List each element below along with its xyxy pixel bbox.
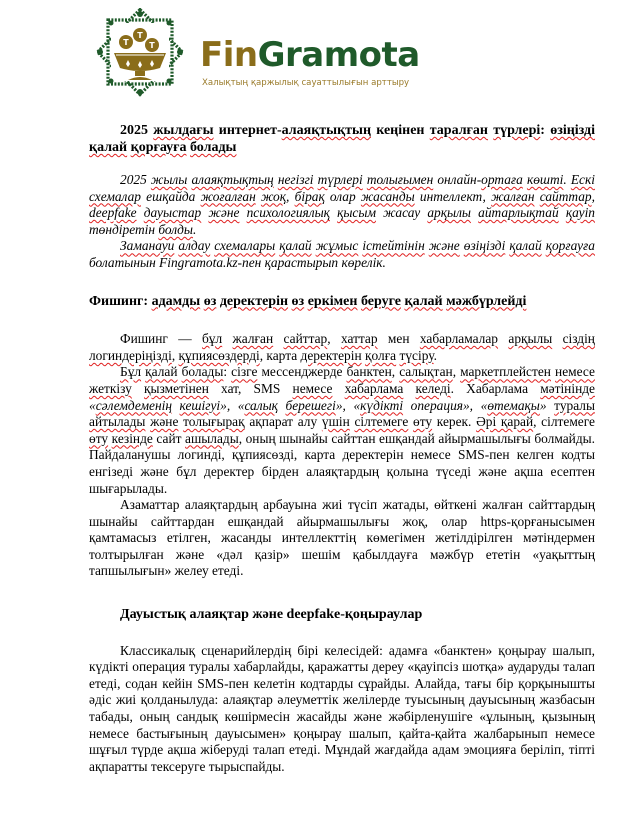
brand-tagline: Халықтың қаржылық сауаттылығын арттыру <box>202 78 410 88</box>
spellcheck-flagged-word: алдау <box>178 238 211 254</box>
spellcheck-flagged-word: банктен <box>346 364 392 380</box>
spellcheck-flagged-word: түсіру <box>399 347 434 363</box>
spellcheck-flagged-word: деректерін <box>219 293 289 309</box>
spellcheck-flagged-word: немесе <box>292 380 333 396</box>
text-run <box>222 331 232 346</box>
spellcheck-flagged-word: сізге <box>231 364 258 380</box>
text-run: Классикалық сценарийлердің бірі келесідей: адамға «банктен» қоңырау шалып, күдікті операция туралы хабарлайды, қаражатты дереу «қауіпсіз шотқа» аударуды талап етеді, содан кейін SMS-пен келетін кодтарды сұрайды. Алайда, тағы бір қорқынышты әдіс жиі қолданылуда: алаяқтар әлеуметтік желілерде туысының дауысының жазбасын табады, оның сандық көшірмесін жасайды және жәбірленушіге «ұлының, қызының немесе бастығының дауысымен» қоңырау шалып, қайта-қайта жалбарынып немесе шұғыл түрде ақша жіберуді талап етеді. Мұндай жағдайда адам эмоцияға беріліп, тіпті ақпаратты тексеруге тырыспайды. <box>89 642 595 774</box>
spellcheck-flagged-word: қорғауға <box>130 140 187 155</box>
brand-name <box>200 35 420 75</box>
spellcheck-flagged-word: өту <box>89 430 109 446</box>
intro-paragraph <box>89 238 595 271</box>
text-run <box>132 381 144 396</box>
spellcheck-flagged-word: болды <box>158 221 193 237</box>
text-run: . <box>192 221 197 237</box>
spellcheck-flagged-word: бұл <box>201 331 223 347</box>
document-title <box>89 122 595 156</box>
text-run: , <box>391 364 400 380</box>
spellcheck-flagged-word: дауыстар <box>143 205 202 221</box>
text-run: Азаматтар алаяқтардың арбауына жиі түсіп жатады, өйткені жалған сайттардың шынайы сайттардан ешқандай айырмашылығы жоқ, олар https-қорғанысымен қамтамасыз етілген, жасанды интеллекттің көмегімен жетілдірілген мәтіндермен толтырылған және «дәл қазір» шешім қабылдауға мәжбүр ететін «уақыттың тапшылығын» желеу етеді. <box>89 497 595 579</box>
spellcheck-flagged-word: сайттар <box>539 188 592 204</box>
spellcheck-flagged-word: айтарлықтай <box>478 205 559 221</box>
text-run: керек. <box>432 414 477 430</box>
spellcheck-flagged-word: қауіп <box>565 205 595 221</box>
spellcheck-flagged-word: адамды <box>151 293 201 309</box>
spellcheck-flagged-word: берешегі <box>285 397 336 413</box>
spellcheck-flagged-word: өтемақы <box>487 397 540 413</box>
bowl-with-coins-ornament-icon <box>90 8 190 100</box>
spellcheck-flagged-word: хабарламалар <box>419 331 499 347</box>
text-run: сайт <box>152 430 186 446</box>
spellcheck-flagged-word: мәжбүрлейді <box>446 293 527 309</box>
spellcheck-flagged-word: маркетплейстен <box>460 364 551 380</box>
spellcheck-flagged-word: қалай <box>145 364 178 380</box>
spellcheck-flagged-word: ортаға <box>481 172 523 187</box>
text-run: төндіретін <box>89 221 159 237</box>
spellcheck-flagged-word: немесе <box>555 364 595 380</box>
text-run: , <box>327 331 341 347</box>
spellcheck-flagged-word: жылы <box>150 172 188 187</box>
spellcheck-flagged-word: deepfake <box>89 205 137 221</box>
text-run: , карта <box>259 347 301 363</box>
spellcheck-flagged-word: қысым <box>337 205 376 221</box>
text-run <box>239 205 246 220</box>
spellcheck-flagged-word: болады <box>189 140 237 155</box>
text-run: Фишинг: <box>89 293 152 309</box>
spellcheck-flagged-word: сәлемдеменің <box>95 397 172 413</box>
text-run <box>332 381 344 396</box>
spellcheck-flagged-word: деректерін <box>300 347 362 363</box>
spellcheck-flagged-word: ашылады <box>185 430 239 446</box>
text-run <box>278 398 286 413</box>
text-run: Дауыстық алаяқтар және deepfake-қоңыраулар <box>120 607 423 623</box>
body-paragraph <box>89 643 595 776</box>
spellcheck-flagged-word: беруге <box>360 293 401 309</box>
text-run: , <box>591 188 595 204</box>
text-run: », « <box>220 397 245 413</box>
spellcheck-flagged-word: толығымен <box>366 172 434 187</box>
spellcheck-flagged-word: өз <box>291 293 305 309</box>
spellcheck-flagged-word: туралы <box>554 397 595 413</box>
intro-paragraph <box>89 172 595 238</box>
spellcheck-flagged-word: қалай <box>89 140 128 155</box>
spellcheck-flagged-word: схемалары <box>214 238 276 254</box>
spellcheck-flagged-word: және <box>428 238 460 254</box>
text-run: . <box>563 172 571 187</box>
spellcheck-flagged-word: алаяқтықтың <box>281 123 372 138</box>
spellcheck-flagged-word: сіздің <box>562 331 595 347</box>
spellcheck-flagged-word: негізгі <box>277 172 314 187</box>
brand-name-gramota: Gramota <box>257 35 420 75</box>
spellcheck-flagged-word: Ескі <box>570 172 595 187</box>
text-run <box>137 205 144 220</box>
fingramota-logo <box>90 8 420 100</box>
svg-text:T: T <box>123 38 129 47</box>
spellcheck-flagged-word: қызметінен <box>144 380 209 396</box>
document-page <box>89 122 595 775</box>
text-run: , <box>171 347 179 363</box>
spellcheck-flagged-word: жоғалған <box>200 188 256 204</box>
spellcheck-flagged-word: сайттар <box>283 331 328 347</box>
spellcheck-flagged-word: келеді <box>415 380 451 396</box>
text-run: ақпарат алу <box>244 414 322 430</box>
spellcheck-flagged-word: үшін <box>321 414 350 430</box>
spellcheck-flagged-word: арқылы <box>427 205 471 221</box>
spellcheck-flagged-word: және <box>150 414 179 430</box>
spellcheck-flagged-word: құпиясөздерді <box>178 347 260 363</box>
text-run: : <box>540 123 551 138</box>
text-run: жасау <box>375 205 428 221</box>
text-run: болатынын Fingramota.kz-пен қарастырып көрелік. <box>89 254 386 270</box>
text-run: , <box>286 188 295 204</box>
text-run: онлайн- <box>433 172 482 187</box>
section-heading-phishing <box>89 294 595 311</box>
spellcheck-flagged-word: хабарлама <box>344 380 404 396</box>
spellcheck-flagged-word: күдікті <box>360 397 404 413</box>
text-run: « <box>89 397 96 413</box>
brand-name-fin: Fin <box>200 35 258 75</box>
text-run <box>273 331 283 346</box>
spellcheck-flagged-word: айтылады <box>89 414 146 430</box>
text-run <box>498 331 508 346</box>
section-heading-voice-fraud <box>120 607 595 624</box>
text-run: Фишинг — <box>120 331 202 347</box>
spellcheck-flagged-word: және <box>208 205 240 221</box>
spellcheck-flagged-word: сілтемеге <box>354 414 409 430</box>
text-run: : <box>223 364 232 380</box>
text-run: интеллект, <box>414 188 492 204</box>
spellcheck-flagged-word: еркімен <box>307 293 358 309</box>
text-run: интернет- <box>213 123 282 138</box>
body-paragraph <box>89 497 595 580</box>
text-run: мен <box>377 331 420 347</box>
spellcheck-flagged-word: жасанды <box>360 188 415 204</box>
text-run <box>172 398 180 413</box>
body-paragraph <box>89 331 595 364</box>
spellcheck-flagged-word: таралған <box>429 123 488 138</box>
svg-text:T: T <box>137 31 143 40</box>
spellcheck-flagged-word: мәтінінде <box>540 380 595 396</box>
spellcheck-flagged-word: қалай <box>404 293 443 309</box>
spellcheck-flagged-word: кезінде <box>111 430 153 446</box>
spellcheck-flagged-word: жұмыс <box>315 238 359 254</box>
spellcheck-flagged-word: өзіңізді <box>463 238 506 254</box>
spellcheck-flagged-word: түрлері <box>493 123 541 138</box>
spellcheck-flagged-word: Әрі қарай <box>476 414 534 430</box>
spellcheck-flagged-word: істейтінін <box>362 238 425 254</box>
spellcheck-flagged-word: Бұл <box>120 364 142 380</box>
spellcheck-flagged-word: түрлері <box>317 172 363 187</box>
text-run: , <box>452 364 461 380</box>
spellcheck-flagged-word: арқылы <box>508 331 553 347</box>
spellcheck-flagged-word: салықтан <box>399 364 453 380</box>
spellcheck-flagged-word: хаттар <box>340 331 378 347</box>
spellcheck-flagged-word: салық <box>244 397 278 413</box>
spellcheck-flagged-word: өзіңізді <box>550 123 596 138</box>
spellcheck-flagged-word: жеткізу <box>89 380 132 396</box>
text-run: ешқайда <box>140 188 201 204</box>
text-run: мессенджерде <box>257 364 347 380</box>
spellcheck-flagged-word: алаяқтықтың <box>191 172 274 187</box>
spellcheck-flagged-word: толығырақ <box>183 414 245 430</box>
text-run: операция», « <box>403 397 488 413</box>
text-run <box>403 381 415 396</box>
spellcheck-flagged-word: Заманауи <box>120 238 175 254</box>
spellcheck-flagged-word: жоқ <box>260 188 287 204</box>
spellcheck-flagged-word: өз <box>203 293 217 309</box>
spellcheck-flagged-word: қалай <box>509 238 542 254</box>
spellcheck-flagged-word: схемалар <box>89 188 141 204</box>
spellcheck-flagged-word: логиндеріңізді <box>89 347 172 363</box>
spellcheck-flagged-word: кешігуі <box>179 397 221 413</box>
spellcheck-flagged-word: қалай <box>279 238 312 254</box>
spellcheck-flagged-word: болады <box>181 364 224 380</box>
text-run: » <box>539 397 547 413</box>
text-run <box>559 205 566 220</box>
text-run: кеңінен <box>371 123 430 138</box>
text-run: , сілтемеге <box>533 414 595 430</box>
text-run: 2025 <box>120 123 154 138</box>
spellcheck-flagged-word: жылдағы <box>153 123 214 138</box>
spellcheck-flagged-word: қолға <box>364 347 397 363</box>
text-run: 2025 <box>120 172 151 187</box>
spellcheck-flagged-word: психологиялық <box>246 205 330 221</box>
text-run: , оның шынайы сайттан ешқандай айырмашылығы болмайды. Пайдаланушы логинді, құпиясөзді, карта деректерін немесе SMS-пен келген кодты енгізеді және бұл деректер бірден алаяқтардың қолына түседі және ақша есептен шығарылады. <box>89 430 596 496</box>
text-run: », « <box>335 397 361 413</box>
spellcheck-flagged-word: бірақ <box>294 188 325 204</box>
body-paragraph <box>89 364 595 497</box>
text-run: . <box>433 347 437 363</box>
svg-text:T: T <box>149 41 155 50</box>
spellcheck-flagged-word: қорғауға <box>545 238 595 254</box>
text-run: хат, SMS <box>208 380 293 396</box>
text-run: олар <box>324 188 361 204</box>
spellcheck-flagged-word: жалған <box>232 331 274 347</box>
spellcheck-flagged-word: жалған <box>491 188 535 204</box>
spellcheck-flagged-word: өту <box>413 414 433 430</box>
text-run: . Хабарлама <box>450 380 541 396</box>
text-run <box>552 331 562 346</box>
spellcheck-flagged-word: көшті <box>526 172 564 187</box>
